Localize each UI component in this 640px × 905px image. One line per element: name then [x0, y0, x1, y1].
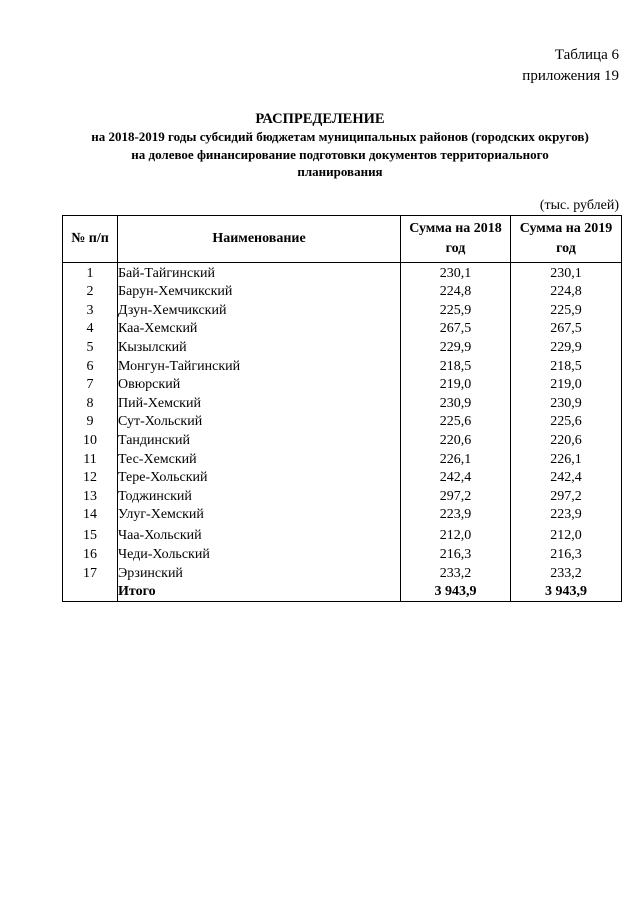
- district-name: Дзун-Хемчикский: [118, 301, 401, 320]
- sum-2018: 216,3: [401, 545, 511, 564]
- appendix-number: приложения 19: [522, 68, 619, 84]
- sum-2018: 225,9: [401, 301, 511, 320]
- table-row: [63, 469, 622, 488]
- sum-2019: 224,8: [511, 283, 622, 302]
- row-number: 13: [63, 487, 118, 506]
- sum-2018: 242,4: [401, 469, 511, 488]
- row-number: 8: [63, 394, 118, 413]
- district-name: Тандинский: [118, 431, 401, 450]
- table-row: [63, 545, 622, 564]
- sum-2019: 212,0: [511, 524, 622, 545]
- table-body: [63, 263, 622, 602]
- row-number: 9: [63, 413, 118, 432]
- sum-2019: 242,4: [511, 469, 622, 488]
- table-row: [63, 263, 622, 283]
- sum-2018: 230,9: [401, 394, 511, 413]
- sum-2019: 225,6: [511, 413, 622, 432]
- header-sum-2019: Сумма на 2019 год: [511, 216, 622, 263]
- sum-2018: 212,0: [401, 524, 511, 545]
- sum-2019: 225,9: [511, 301, 622, 320]
- table-row: [63, 524, 622, 545]
- subtitle-line-1: на 2018-2019 годы субсидий бюджетам муниципальных районов (городских округов): [91, 129, 589, 144]
- table-header-row: [63, 216, 622, 263]
- district-name: Бай-Тайгинский: [118, 263, 401, 283]
- sum-2018: 297,2: [401, 487, 511, 506]
- table-reference: [522, 45, 619, 87]
- table-row: [63, 413, 622, 432]
- table-row: [63, 283, 622, 302]
- table-row: [63, 394, 622, 413]
- distribution-table: [62, 215, 622, 602]
- header-num: № п/п: [63, 216, 118, 263]
- table-row: [63, 338, 622, 357]
- district-name: Тоджинский: [118, 487, 401, 506]
- district-name: Эрзинский: [118, 564, 401, 583]
- row-number: 4: [63, 320, 118, 339]
- row-number: 6: [63, 357, 118, 376]
- row-number: 17: [63, 564, 118, 583]
- district-name: Монгун-Тайгинский: [118, 357, 401, 376]
- sum-2018: 223,9: [401, 506, 511, 525]
- sum-2018: 224,8: [401, 283, 511, 302]
- total-2018: 3 943,9: [401, 583, 511, 602]
- sum-2019: 230,9: [511, 394, 622, 413]
- district-name: Чаа-Хольский: [118, 524, 401, 545]
- sum-2019: 297,2: [511, 487, 622, 506]
- district-name: Чеди-Хольский: [118, 545, 401, 564]
- table-row: [63, 376, 622, 395]
- table-row: [63, 450, 622, 469]
- sum-2019: 229,9: [511, 338, 622, 357]
- sum-2018: 226,1: [401, 450, 511, 469]
- sum-2019: 218,5: [511, 357, 622, 376]
- sum-2018: 225,6: [401, 413, 511, 432]
- sum-2019: 267,5: [511, 320, 622, 339]
- row-number: 2: [63, 283, 118, 302]
- sum-2019: 226,1: [511, 450, 622, 469]
- sum-2018: 220,6: [401, 431, 511, 450]
- header-sum-2018: Сумма на 2018 год: [401, 216, 511, 263]
- row-number: 3: [63, 301, 118, 320]
- document-title: РАСПРЕДЕЛЕНИЕ: [255, 111, 385, 127]
- row-number: 12: [63, 469, 118, 488]
- row-number: 15: [63, 524, 118, 545]
- row-number: 1: [63, 263, 118, 283]
- total-row: [63, 583, 622, 602]
- sum-2019: 219,0: [511, 376, 622, 395]
- district-name: Барун-Хемчикский: [118, 283, 401, 302]
- sum-2019: 233,2: [511, 564, 622, 583]
- sum-2018: 230,1: [401, 263, 511, 283]
- table-row: [63, 320, 622, 339]
- sum-2019: 230,1: [511, 263, 622, 283]
- row-number: 7: [63, 376, 118, 395]
- sum-2019: 223,9: [511, 506, 622, 525]
- district-name: Сут-Хольский: [118, 413, 401, 432]
- sum-2018: 218,5: [401, 357, 511, 376]
- row-number: 11: [63, 450, 118, 469]
- total-label: Итого: [118, 583, 401, 602]
- row-number: 10: [63, 431, 118, 450]
- sum-2018: 229,9: [401, 338, 511, 357]
- row-number: 5: [63, 338, 118, 357]
- row-number: 14: [63, 506, 118, 525]
- units-label: (тыс. рублей): [539, 198, 619, 213]
- sum-2018: 219,0: [401, 376, 511, 395]
- table-row: [63, 301, 622, 320]
- table-row: [63, 506, 622, 525]
- row-number: 16: [63, 545, 118, 564]
- subtitle-line-2: на долевое финансирование подготовки документов территориального: [131, 146, 549, 162]
- table-row: [63, 431, 622, 450]
- total-number: [63, 583, 118, 602]
- subtitle-line-3: планирования: [297, 164, 383, 179]
- district-name: Тес-Хемский: [118, 450, 401, 469]
- sum-2018: 267,5: [401, 320, 511, 339]
- sum-2019: 220,6: [511, 431, 622, 450]
- sum-2018: 233,2: [401, 564, 511, 583]
- district-name: Овюрский: [118, 376, 401, 395]
- district-name: Улуг-Хемский: [118, 506, 401, 525]
- total-2019: 3 943,9: [511, 583, 622, 602]
- table-row: [63, 564, 622, 583]
- district-name: Каа-Хемский: [118, 320, 401, 339]
- district-name: Кызылский: [118, 338, 401, 357]
- table-number: Таблица 6: [554, 47, 619, 63]
- document-subtitle: [40, 128, 640, 181]
- district-name: Тере-Хольский: [118, 469, 401, 488]
- header-name: Наименование: [118, 216, 401, 263]
- table-row: [63, 357, 622, 376]
- table-row: [63, 487, 622, 506]
- sum-2019: 216,3: [511, 545, 622, 564]
- district-name: Пий-Хемский: [118, 394, 401, 413]
